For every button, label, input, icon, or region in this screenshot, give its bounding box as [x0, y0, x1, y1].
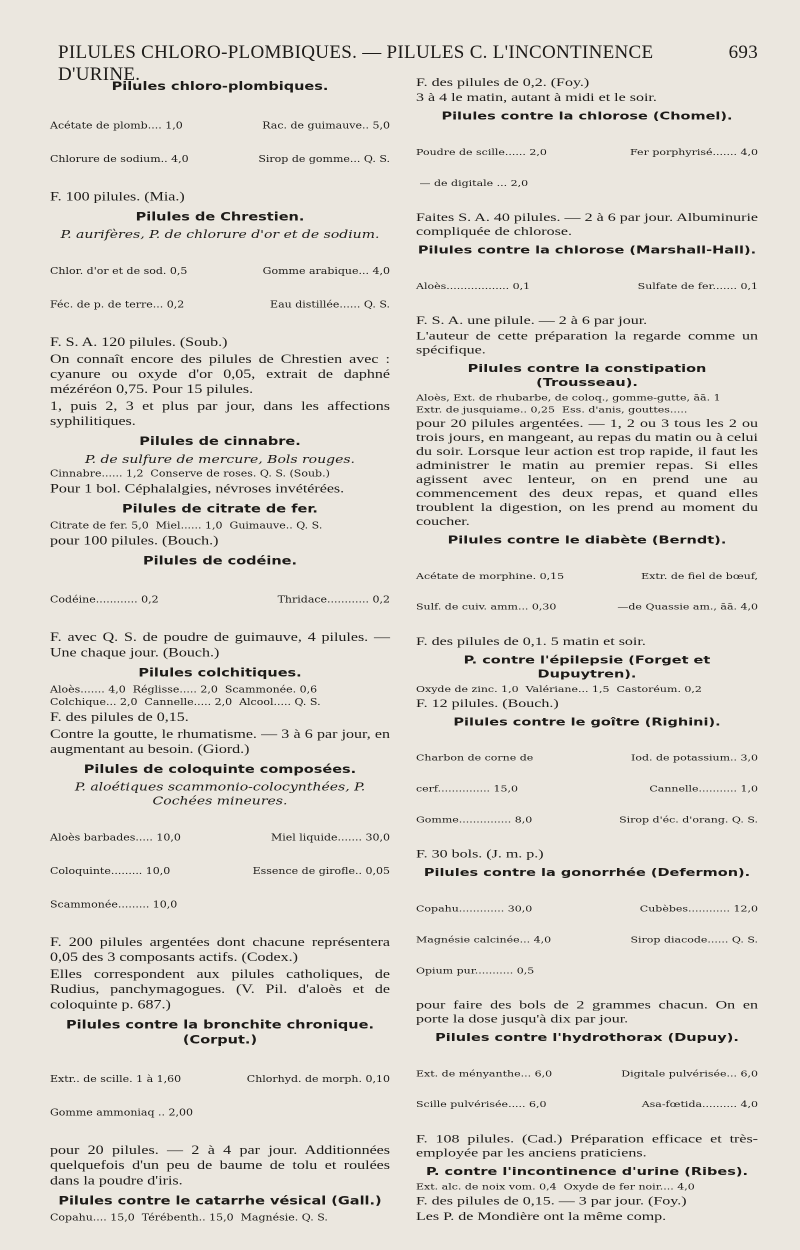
section-title: Pilules contre la chlorose (Chomel).: [441, 110, 733, 123]
section-title: Pilules contre la constipation (Trousseau).: [467, 363, 707, 389]
ingredient: Acétate de morphine. 0,15: [416, 571, 565, 582]
ingredient: Cubèbes............ 12,0: [639, 904, 758, 914]
ingredient: Scammonée......... 10,0: [50, 899, 178, 910]
paragraph: F. 108 pilules. (Cad.) Préparation efficace et très-employée par les anciens praticiens.: [416, 1132, 758, 1160]
section-subtitle: P. de sulfure de mercure, Bols rouges.: [84, 453, 356, 466]
section-title: Pilules de Chrestien.: [135, 210, 305, 224]
ingredient: Rac. de guimauve.. 5,0: [262, 120, 390, 131]
ingredient: Digitale pulvérisée... 6,0: [621, 1068, 758, 1079]
ingredient: Poudre de scille...... 2,0: [416, 147, 547, 158]
paragraph: F. avec Q. S. de poudre de guimauve, 4 pilules. — Une chaque jour. (Bouch.): [50, 630, 390, 660]
ingredient: Miel liquide....... 30,0: [270, 832, 390, 843]
paragraph: pour 100 pilules. (Bouch.): [50, 533, 219, 548]
ingredient: Thridace............ 0,2: [277, 594, 390, 606]
ingredient: Cannelle........... 1,0: [649, 784, 758, 794]
ingredient: Chlorhyd. de morph. 0,10: [246, 1073, 390, 1085]
section-title: Pilules contre l'hydrothorax (Dupuy).: [435, 1032, 739, 1044]
ingredient-table: [416, 883, 758, 996]
section-title: P. contre l'incontinence d'urine (Ribes).: [425, 1166, 749, 1178]
section-title: Pilules contre le goître (Righini).: [453, 716, 721, 729]
ingredient: Extr. de fiel de bœuf,: [641, 571, 758, 582]
section-title: Pilules chloro-plombiques.: [111, 80, 329, 94]
ingredient: Coloquinte......... 10,0: [50, 865, 171, 877]
section-title: Pilules contre la chlorose (Marshall-Hall).: [417, 244, 757, 257]
section-title: Pilules de cinnabre.: [139, 435, 301, 449]
ingredient: Asa-fœtida.......... 4,0: [641, 1099, 758, 1110]
section-subtitle: P. aurifères, P. de chlorure d'or et de sodium.: [60, 228, 380, 242]
paragraph: L'auteur de cette préparation la regarde comme un spécifique.: [416, 330, 758, 357]
page-number: 693: [728, 42, 758, 63]
paragraph: pour 20 pilules argentées. — 1, 2 ou 3 tous les 2 ou trois jours, en mangeant, au repas du matin ou à celui du soir. Lorsque leur action est trop rapide, il faut les administrer le matin au premier repas. Si elles agissent avec lenteur, on en prend une au commencement des deux repas, et quand elles troublent la digestion, on les prend au moment du coucher.: [416, 417, 758, 529]
ingredient: Opium pur........... 0,5: [416, 965, 535, 976]
ingredient: Aloès.................. 0,1: [416, 281, 531, 292]
section-title: Pilules de codéine.: [142, 554, 298, 568]
ingredient: Sirop de gomme... Q. S.: [258, 153, 390, 165]
section-title: P. contre l'épilepsie (Forget et Dupuytren).: [463, 654, 711, 681]
ingredient: Extr.. de scille. 1 à 1,60: [50, 1073, 182, 1085]
left-column: [50, 74, 390, 1225]
ingredient: Sulf. de cuiv. amm... 0,30: [416, 602, 557, 612]
ingredient: Scille pulvérisée..... 6,0: [416, 1099, 547, 1110]
paragraph: pour 20 pilules. — 2 à 4 par jour. Additionnées quelquefois d'un peu de baume de tolu et roulées dans la poudre d'iris.: [50, 1143, 390, 1188]
paragraph: Faites S. A. 40 pilules. — 2 à 6 par jour. Albuminurie compliquée de chlorose.: [416, 211, 758, 239]
section-subtitle: P. aloétiques scammonio-colocynthées, P. Cochées mineures.: [74, 781, 366, 808]
ingredient-line: Aloès, Ext. de rhubarbe, de coloq., gomme-gutte, āā. 1: [416, 393, 721, 403]
ingredient-line: Aloès....... 4,0 Réglisse..... 2,0 Scammonée. 0,6: [50, 684, 318, 695]
paragraph: 1, puis 2, 3 et plus par jour, dans les affections syphilitiques.: [50, 399, 390, 429]
paragraph: Contre la goutte, le rhumatisme. — 3 à 6 par jour, en augmentant au besoin. (Giord.): [50, 727, 390, 757]
section-title: Pilules contre le catarrhe vésical (Gall.): [58, 1194, 382, 1208]
header-title: PILULES CHLORO-PLOMBIQUES. — PILULES C. L'INCONTINENCE D'URINE.: [58, 42, 654, 85]
ingredient: Féc. de p. de terre... 0,2: [50, 299, 185, 310]
paragraph: F. 200 pilules argentées dont chacune représentera 0,05 des 3 composants actifs. (Codex.): [50, 935, 390, 965]
ingredient: —de Quassie am., āā. 4,0: [617, 602, 758, 612]
paragraph: 3 à 4 le matin, autant à midi et le soir.: [416, 91, 657, 105]
ingredient: Acétate de plomb.... 1,0: [50, 120, 183, 131]
paragraph: F. des pilules de 0,15. — 3 par jour. (Foy.): [416, 1194, 687, 1208]
ingredient: Sirop diacode...... Q. S.: [630, 935, 758, 945]
ingredient-table: [416, 733, 758, 846]
section-title: Pilules contre la gonorrhée (Defermon).: [423, 867, 751, 880]
ingredient-line: Extr. de jusquiame.. 0,25 Ess. d'anis, gouttes.....: [416, 405, 688, 415]
ingredient: cerf............... 15,0: [416, 784, 519, 794]
ingredient-table: [416, 127, 758, 209]
paragraph: Elles correspondent aux pilules catholiques, de Rudius, panchymagogues. (V. Pil. d'aloès et de coloquinte p. 687.): [50, 967, 390, 1012]
ingredient-table: [50, 1051, 390, 1141]
ingredient: Fer porphyrisé....... 4,0: [630, 147, 758, 158]
paragraph: F. 30 bols. (J. m. p.): [416, 848, 544, 861]
ingredient: Ext. de ményanthe... 6,0: [416, 1068, 553, 1079]
ingredient: Gomme arabique... 4,0: [262, 265, 390, 277]
ingredient: Chlorure de sodium.. 4,0: [50, 153, 189, 165]
ingredient-line: Ext. alc. de noix vom. 0,4 Oxyde de fer noir.... 4,0: [416, 1182, 695, 1192]
ingredient-line: Colchique... 2,0 Cannelle..... 2,0 Alcool..... Q. S.: [50, 697, 321, 708]
ingredient-table: [416, 261, 758, 313]
ingredient-table: [50, 572, 390, 628]
ingredient-line: Oxyde de zinc. 1,0 Valériane... 1,5 Castoréum. 0,2: [416, 684, 702, 695]
section-title: Pilules contre le diabète (Berndt).: [447, 534, 727, 547]
section-title: Pilules de coloquinte composées.: [83, 763, 357, 777]
ingredient: — de digitale ... 2,0: [416, 178, 529, 189]
ingredient: Eau distillée...... Q. S.: [270, 299, 390, 310]
ingredient-table: [50, 98, 390, 188]
paragraph: pour faire des bols de 2 grammes chacun. On en porte la dose jusqu'à dix par jour.: [416, 999, 758, 1026]
ingredient: Gomme............... 8,0: [416, 815, 533, 825]
ingredient: Sulfate de fer....... 0,1: [637, 281, 758, 292]
ingredient: Magnésie calcinée... 4,0: [416, 935, 552, 945]
paragraph: F. des pilules de 0,2. (Foy.): [416, 76, 590, 89]
ingredient: Essence de girofle.. 0,05: [252, 865, 390, 877]
ingredient: Sirop d'éc. d'orang. Q. S.: [619, 815, 758, 825]
ingredient: Codéine............ 0,2: [50, 594, 159, 606]
paragraph: F. 100 pilules. (Mia.): [50, 189, 185, 204]
ingredient: Chlor. d'or et de sod. 0,5: [50, 265, 188, 277]
ingredient: Iod. de potassium.. 3,0: [631, 753, 758, 763]
ingredient-line: Cinnabre...... 1,2 Conserve de roses. Q. S. (Soub.): [50, 468, 330, 479]
ingredient-table: [416, 1048, 758, 1130]
ingredient-table: [416, 551, 758, 633]
section-title: Pilules de citrate de fer.: [122, 502, 318, 516]
section-title: Pilules colchitiques.: [138, 666, 302, 680]
ingredient: Charbon de corne de: [416, 753, 534, 763]
paragraph: F. des pilules de 0,1. 5 matin et soir.: [416, 635, 646, 649]
paragraph: F. S. A. 120 pilules. (Soub.): [50, 335, 228, 350]
ingredient-line: Citrate de fer. 5,0 Miel...... 1,0 Guimauve.. Q. S.: [50, 520, 323, 531]
paragraph: F. 12 pilules. (Bouch.): [416, 697, 559, 710]
ingredient-table: [50, 810, 390, 933]
ingredient: Copahu............. 30,0: [416, 904, 533, 914]
paragraph: F. des pilules de 0,15.: [50, 710, 189, 725]
ingredient-line: Copahu.... 15,0 Térébenth.. 15,0 Magnésie. Q. S.: [50, 1212, 328, 1223]
paragraph: On connaît encore des pilules de Chrestien avec : cyanure ou oxyde d'or 0,05, extrait de daphné mézéréon 0,75. Pour 15 pilules.: [50, 352, 390, 397]
ingredient: Gomme ammoniaq .. 2,00: [50, 1107, 193, 1118]
ingredient-table: [50, 244, 390, 334]
paragraph: F. S. A. une pilule. — 2 à 6 par jour.: [416, 314, 648, 328]
right-column: [416, 74, 758, 1225]
paragraph: Pour 1 bol. Céphalalgies, névroses invétérées.: [50, 481, 345, 496]
paragraph: Les P. de Mondière ont la même comp.: [416, 1210, 667, 1223]
ingredient: Aloès barbades..... 10,0: [50, 832, 181, 843]
section-title: Pilules contre la bronchite chronique. (Corput.): [66, 1018, 374, 1047]
